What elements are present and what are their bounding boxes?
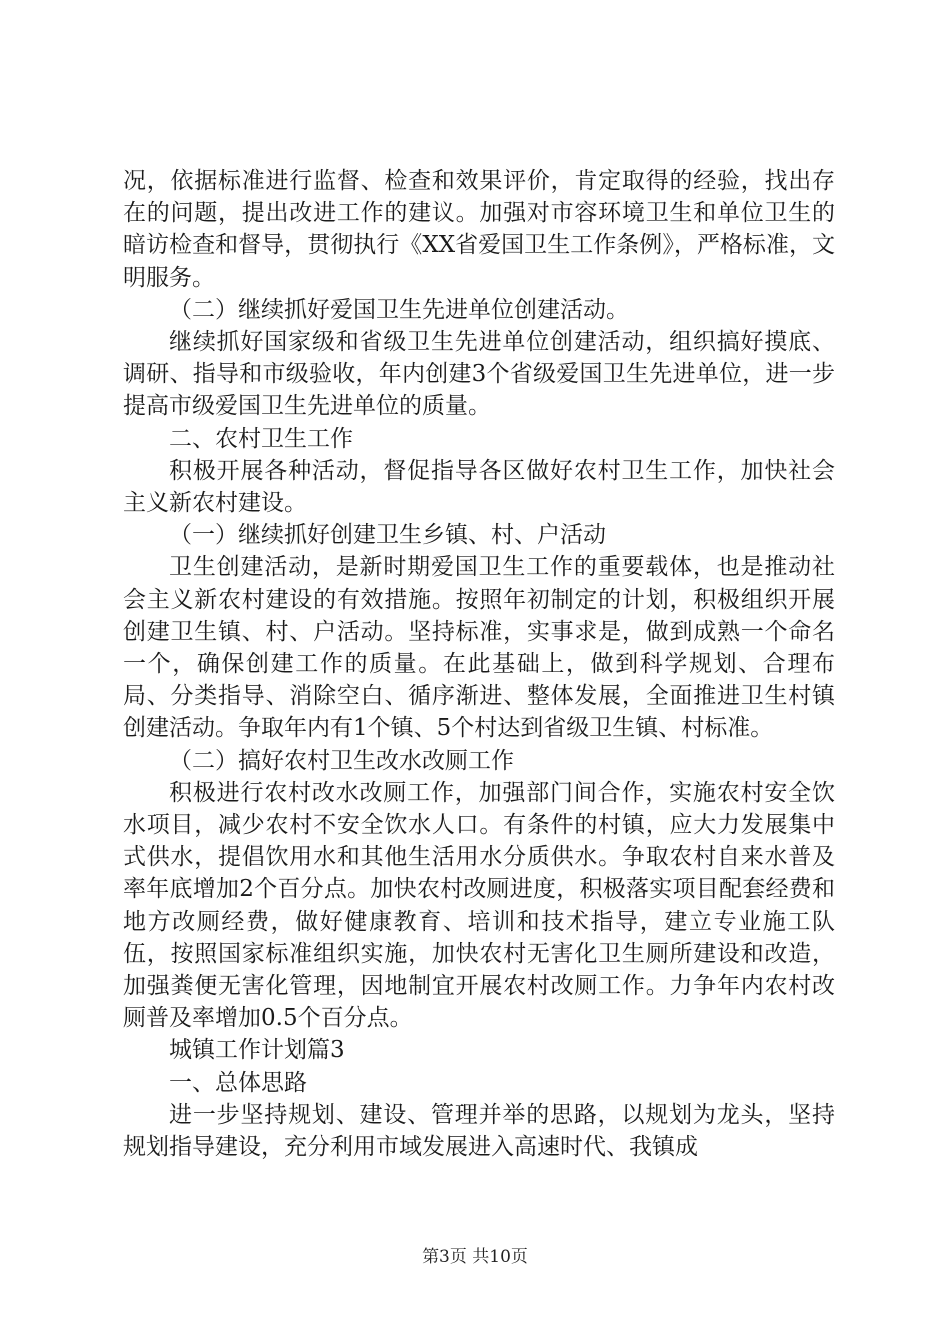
- paragraph-advanced-units: 继续抓好国家级和省级卫生先进单位创建活动，组织搞好摸底、调研、指导和市级验收，年内创建3个省级爱国卫生先进单位，进一步提高市级爱国卫生先进单位的质量。: [123, 329, 835, 420]
- subheading-water-toilet: （二）搞好农村卫生改水改厕工作: [169, 747, 514, 774]
- paragraph-water-toilet: 积极进行农村改水改厕工作，加强部门间合作，实施农村安全饮水项目，减少农村不安全饮水人口。有条件的村镇，应大力发展集中式供水，提倡饮用水和其他生活用水分质供水。争取农村自来水普及率年底增加2个百分点。加快农村改厕进度，积极落实项目配套经费和地方改厕经费，做好健康教育、培训和技术指导，建立专业施工队伍，按照国家标准组织实施，加快农村无害化卫生厕所建设和改造，加强粪便无害化管理，因地制宜开展农村改厕工作。力争年内农村改厕普及率增加0.5个百分点。: [123, 779, 835, 1032]
- subheading-advanced-units: （二）继续抓好爱国卫生先进单位创建活动。: [169, 296, 629, 323]
- paragraph-overall-approach: 进一步坚持规划、建设、管理并举的思路，以规划为龙头，坚持规划指导建设，充分利用市域发展进入高速时代、我镇成: [123, 1101, 835, 1161]
- document-body: [123, 165, 835, 1163]
- page-number: 第3页 共10页: [422, 1247, 528, 1267]
- heading-rural-health: 二、农村卫生工作: [169, 425, 353, 452]
- paragraph-continuation: 况，依据标准进行监督、检查和效果评价，肯定取得的经验，找出存在的问题，提出改进工作的建议。加强对市容环境卫生和单位卫生的暗访检查和督导，贯彻执行《XX省爱国卫生工作条例》，严格标准，文明服务。: [123, 168, 835, 291]
- subheading-sanitary-towns: （一）继续抓好创建卫生乡镇、村、户活动: [169, 522, 606, 549]
- paragraph-sanitary-towns: 卫生创建活动，是新时期爱国卫生工作的重要载体，也是推动社会主义新农村建设的有效措施。按照年初制定的计划，积极组织开展创建卫生镇、村、户活动。坚持标准，实事求是，做到成熟一个命名一个，确保创建工作的质量。在此基础上，做到科学规划、合理布局、分类指导、消除空白、循序渐进、整体发展，全面推进卫生村镇创建活动。争取年内有1个镇、5个村达到省级卫生镇、村标准。: [123, 554, 835, 742]
- section-title-plan-3: 城镇工作计划篇3: [169, 1037, 345, 1064]
- heading-overall-approach: 一、总体思路: [169, 1069, 307, 1096]
- paragraph-rural-health: 积极开展各种活动，督促指导各区做好农村卫生工作，加快社会主义新农村建设。: [123, 457, 835, 517]
